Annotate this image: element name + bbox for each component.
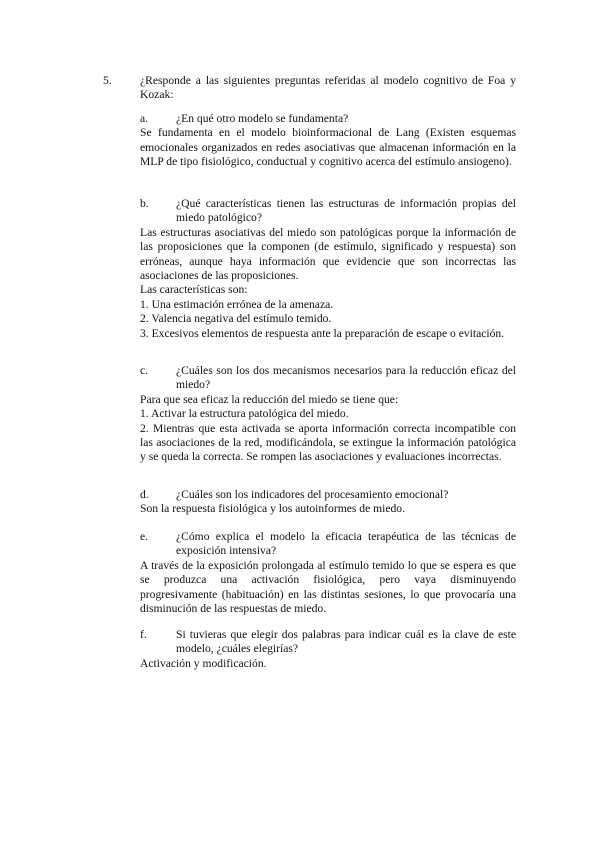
item-answer-line: Para que sea eficaz la reducción del miedo se tiene que: xyxy=(140,392,399,406)
item-f xyxy=(140,628,516,671)
item-letter: c. xyxy=(140,364,149,377)
item-letter: d. xyxy=(140,488,149,501)
item-c xyxy=(140,364,516,465)
item-question: ¿Cuáles son los dos mecanismos necesarios para la reducción eficaz del miedo? xyxy=(176,364,516,392)
item-answer: Activación y modificación. xyxy=(140,656,267,670)
item-b xyxy=(140,197,516,341)
item-question: ¿Cuáles son los indicadores del procesamiento emocional? xyxy=(176,488,449,501)
item-question: ¿Qué características tienen las estructuras de información propias del miedo patológico? xyxy=(176,197,516,225)
item-question-row xyxy=(140,112,516,126)
item-answer: Se fundamenta en el modelo bioinformacional de Lang (Existen esquemas emocionales organizados en redes asociativas que almacenan información en la MLP de tipo fisiológico, conductual y cognitivo acerca del estímulo ansiogeno). xyxy=(140,126,516,169)
item-letter: f. xyxy=(140,628,147,641)
item-answer-line: 2. Valencia negativa del estímulo temido. xyxy=(140,312,332,326)
item-e xyxy=(140,530,516,616)
item-a xyxy=(140,112,516,170)
item-question-row xyxy=(140,364,516,393)
item-question: Si tuvieras que elegir dos palabras para indicar cuál es la clave de este modelo, ¿cuáles elegirías? xyxy=(176,628,516,656)
item-question: ¿Cómo explica el modelo la eficacia terapéutica de las técnicas de exposición intensiva? xyxy=(176,530,516,558)
question-number: 5. xyxy=(103,74,112,87)
item-answer-line: 1. Activar la estructura patológica del miedo. xyxy=(140,407,349,421)
item-letter: b. xyxy=(140,197,149,210)
item-answer-line: 2. Mientras que esta activada se aporta información correcta incompatible con las asociaciones de la red, modificándola, se extingue la información patológica y se queda la correcta. Se rompen las asociaciones y evaluaciones incorrectas. xyxy=(140,421,516,464)
item-d xyxy=(140,488,516,517)
item-letter: a. xyxy=(140,112,149,125)
item-answer-line: 1. Una estimación errónea de la amenaza. xyxy=(140,297,334,311)
question-text: ¿Responde a las siguientes preguntas referidas al modelo cognitivo de Foa y Kozak: xyxy=(140,74,516,102)
item-answer-line: 3. Excesivos elementos de respuesta ante la preparación de escape o evitación. xyxy=(140,326,505,340)
item-question: ¿En qué otro modelo se fundamenta? xyxy=(176,112,349,125)
item-answer-line: Las características son: xyxy=(140,283,248,297)
item-answer: Las estructuras asociativas del miedo son patológicas porque la información de las proposiciones que la componen (de estímulo, significado y respuesta) son erróneas, aunque haya información que evidencie que son incorrectas las asociaciones de las proposiciones. xyxy=(140,225,516,283)
item-question-row xyxy=(140,488,516,502)
item-question-row xyxy=(140,530,516,559)
item-question-row xyxy=(140,628,516,657)
item-question-row xyxy=(140,197,516,226)
item-letter: e. xyxy=(140,530,149,543)
item-answer: Son la respuesta fisiológica y los autoinformes de miedo. xyxy=(140,502,405,516)
item-answer: A través de la exposición prolongada al estímulo temido lo que se espera es que se produzca una activación fisiológica, pero vaya disminuyendo progresivamente (habituación) en las distintas sesiones, lo que provocaría una disminución de las respuestas de miedo. xyxy=(140,558,516,616)
